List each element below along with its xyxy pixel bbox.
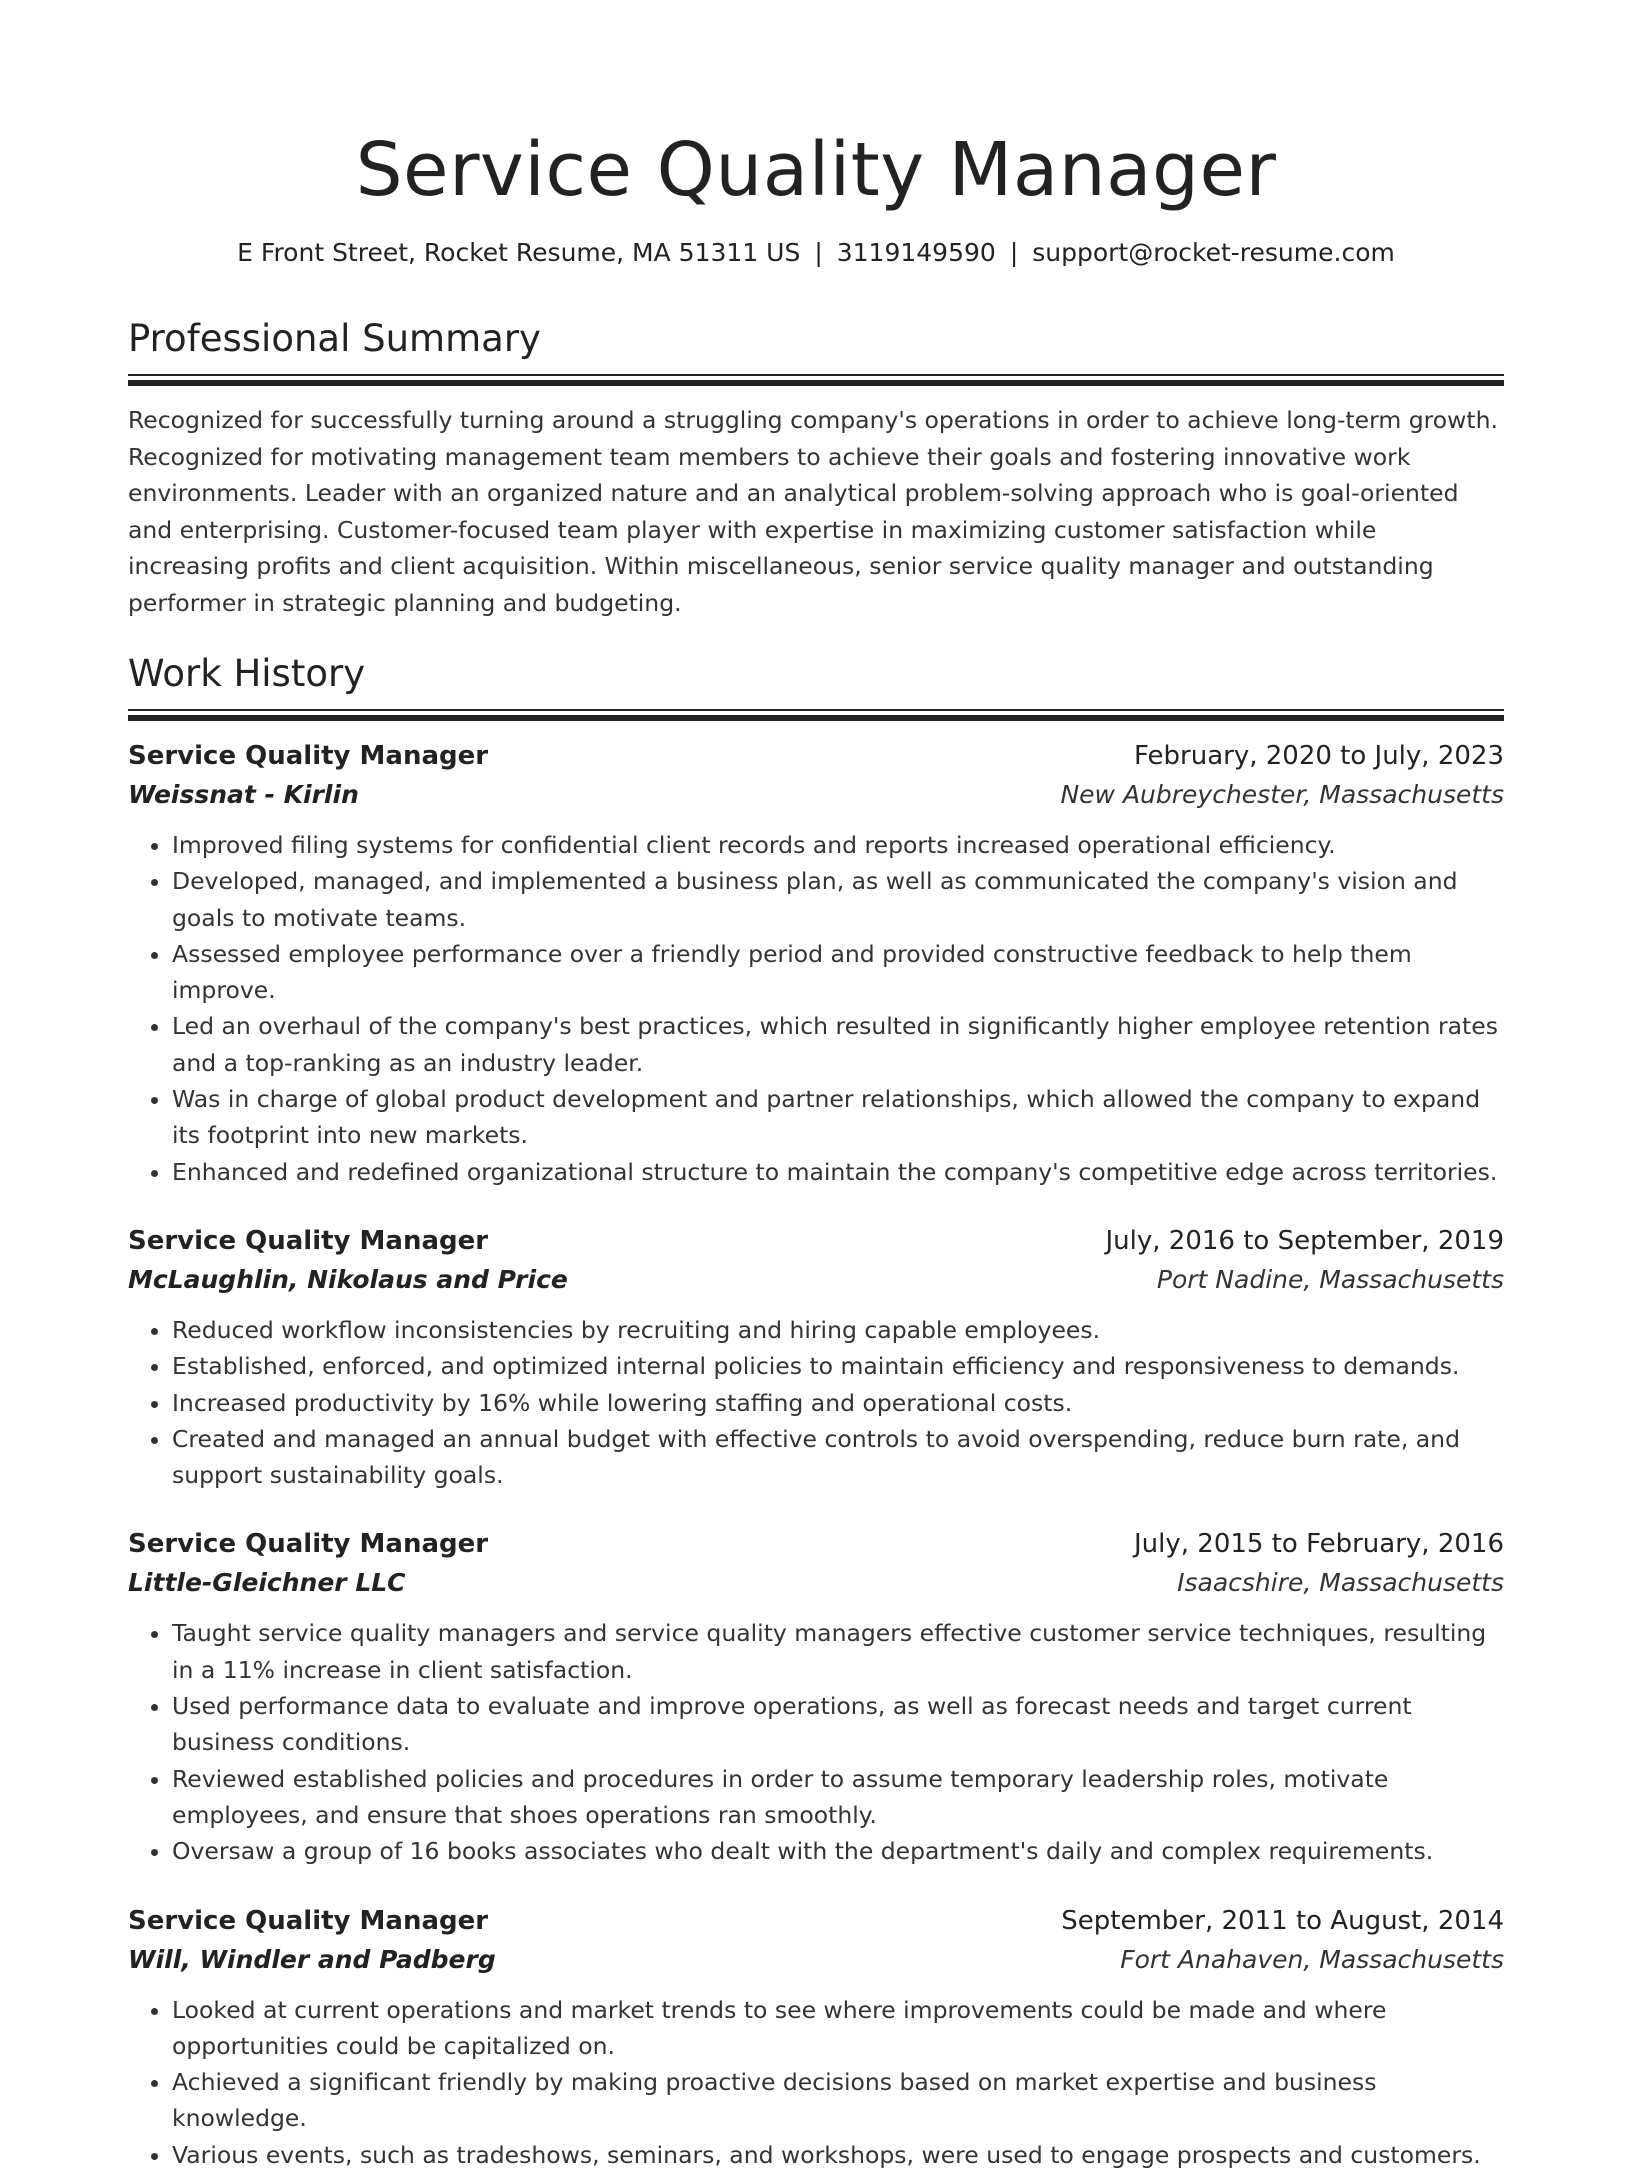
job-company-row [128, 775, 1504, 815]
job-bullet: • Developed, managed, and implemented a business plan, as well as communicated the company's vision and goals to motivate teams. [172, 863, 1504, 936]
job-title: Service Quality Manager [128, 1225, 489, 1256]
job-bullet: • Improved filing systems for confidential client records and reports increased operational efficiency. [172, 827, 1504, 863]
job-bullets [128, 827, 1504, 1190]
job-bullet: • Achieved a significant friendly by making proactive decisions based on market expertise and business knowledge. [172, 2064, 1504, 2137]
job-company: Little-Gleichner LLC [128, 1568, 406, 1598]
job-bullet: • Assessed employee performance over a friendly period and provided constructive feedback to help them improve. [172, 936, 1504, 1009]
job-bullet: • Increased productivity by 16% while lowering staffing and operational costs. [172, 1385, 1504, 1421]
section-divider [128, 709, 1504, 721]
job-bullets [128, 1312, 1504, 1493]
job-company: Will, Windler and Padberg [128, 1944, 496, 1974]
contact-address: E Front Street, Rocket Resume, MA 51311 US [237, 238, 801, 267]
job-location: Isaacshire, Massachusetts [1177, 1568, 1504, 1598]
job-bullet: • Enhanced and redefined organizational structure to maintain the company's competitive edge across territories. [172, 1154, 1504, 1190]
job-bullet: • Reviewed established policies and procedures in order to assume temporary leadership roles, motivate employees, and ensure that shoes operations ran smoothly. [172, 1761, 1504, 1834]
contact-phone: 3119149590 [836, 238, 996, 267]
job-bullet: • Used performance data to evaluate and improve operations, as well as forecast needs and target current business conditions. [172, 1688, 1504, 1761]
job-bullet: • Taught service quality managers and service quality managers effective customer service techniques, resulting in a 11% increase in client satisfaction. [172, 1615, 1504, 1688]
contact-separator: | [814, 238, 823, 267]
job-company-row [128, 1940, 1504, 1980]
summary-text: Recognized for successfully turning around a struggling company's operations in order to achieve long-term growth. Recognized for motivating management team members to achieve their goals and fostering innovative work environments. Leader with an organized nature and an analytical problem-solving approach who is goal-oriented and enterprising. Customer-focused team player with expertise in maximizing customer satisfaction while increasing profits and client acquisition. Within miscellaneous, senior service quality manager and outstanding performer in strategic planning and budgeting. [128, 406, 1498, 617]
job-bullet: • Oversaw a group of 16 books associates who dealt with the department's daily and complex requirements. [172, 1833, 1504, 1869]
job-location: New Aubreychester, Massachusetts [1060, 780, 1504, 809]
job-dates: September, 2011 to August, 2014 [1061, 1905, 1504, 1936]
job-dates: July, 2015 to February, 2016 [1134, 1529, 1504, 1560]
work-history-title: Work History [128, 652, 366, 695]
job-bullet: • Was in charge of global product development and partner relationships, which allowed the company to expand its footprint into new markets. [172, 1081, 1504, 1154]
job-location: Port Nadine, Massachusetts [1156, 1264, 1504, 1294]
job-header-row [128, 1525, 1504, 1563]
job-bullet: • Looked at current operations and market trends to see where improvements could be made and where opportunities could be capitalized on. [172, 1992, 1504, 2065]
section-divider [128, 374, 1504, 386]
job-dates: February, 2020 to July, 2023 [1134, 741, 1504, 771]
job-bullet: • Reduced workflow inconsistencies by recruiting and hiring capable employees. [172, 1312, 1504, 1348]
contact-line [128, 236, 1504, 270]
job-title: Service Quality Manager [128, 741, 489, 771]
job-bullet: • Led an overhaul of the company's best practices, which resulted in significantly higher employee retention rates and a top-ranking as an industry leader. [172, 1008, 1504, 1081]
job-bullets [128, 1992, 1504, 2173]
job-bullet: • Established, enforced, and optimized internal policies to maintain efficiency and responsiveness to demands. [172, 1348, 1504, 1384]
summary-title: Professional Summary [128, 317, 541, 360]
job-location: Fort Anahaven, Massachusetts [1120, 1944, 1504, 1974]
job-company: McLaughlin, Nikolaus and Price [128, 1264, 568, 1294]
job-entry [128, 1222, 1504, 1493]
job-dates: July, 2016 to September, 2019 [1105, 1225, 1504, 1256]
job-company-row [128, 1260, 1504, 1300]
job-company: Weissnat - Kirlin [128, 780, 359, 809]
job-bullet: • Various events, such as tradeshows, seminars, and workshops, were used to engage prospects and customers. [172, 2137, 1504, 2173]
work-history-section [128, 649, 1504, 2173]
job-bullets [128, 1615, 1504, 1869]
job-entry [128, 1902, 1504, 2173]
job-company-row [128, 1563, 1504, 1603]
job-header-row [128, 737, 1504, 775]
job-title: Service Quality Manager [128, 1529, 489, 1560]
job-header-row [128, 1222, 1504, 1260]
job-entry [128, 737, 1504, 1190]
summary-section [128, 314, 1504, 621]
contact-separator: | [1009, 238, 1019, 267]
contact-email: support@rocket-resume.com [1032, 238, 1395, 267]
job-bullet: • Created and managed an annual budget with effective controls to avoid overspending, reduce burn rate, and support sustainability goals. [172, 1421, 1504, 1494]
job-entry [128, 1525, 1504, 1869]
job-title: Service Quality Manager [128, 1905, 489, 1936]
resume-name: Service Quality Manager [355, 127, 1277, 213]
job-header-row [128, 1902, 1504, 1940]
